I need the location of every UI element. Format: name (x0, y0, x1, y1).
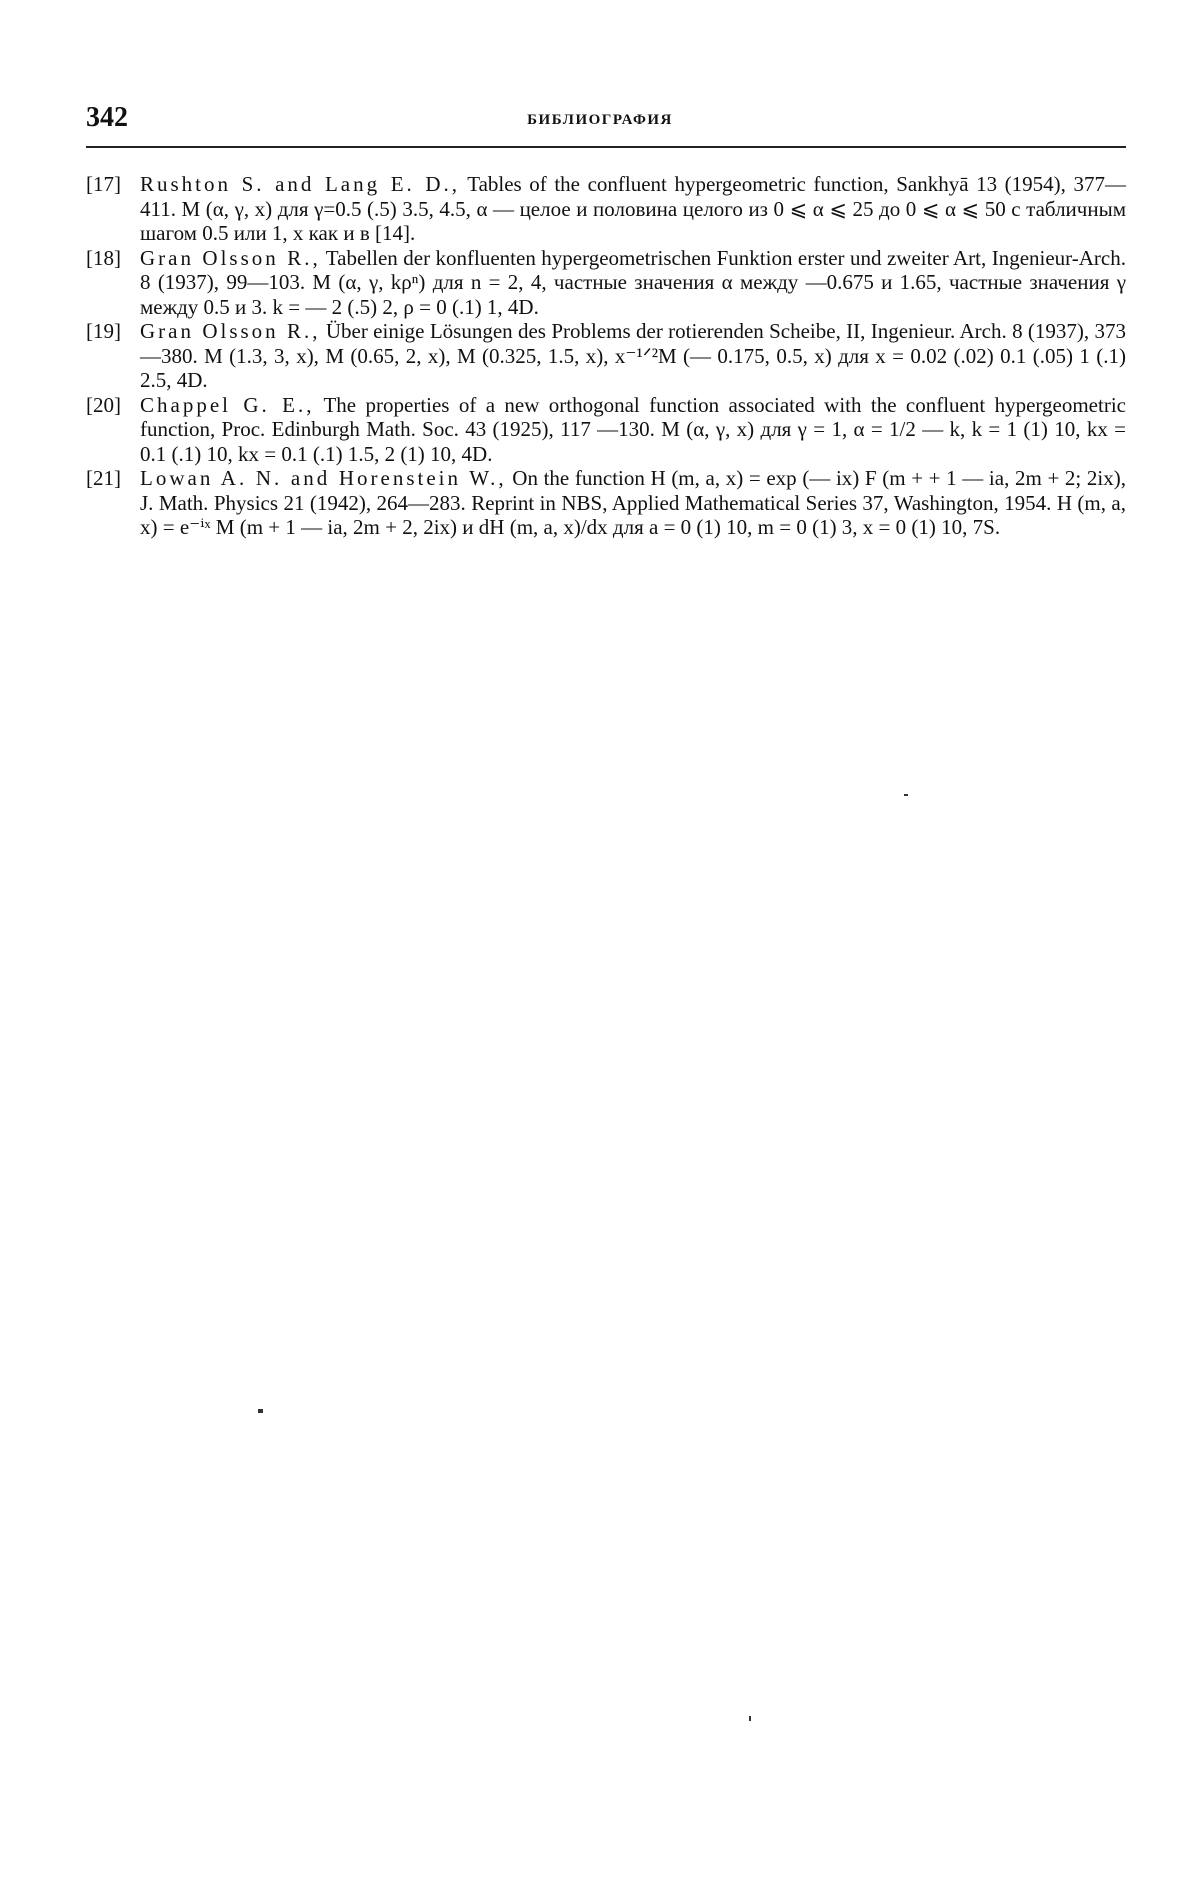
reference-text (140, 466, 1126, 540)
running-head: БИБЛИОГРАФИЯ (527, 112, 673, 128)
reference-number: [20] (86, 392, 121, 417)
scan-speck (904, 794, 908, 796)
reference-item (86, 172, 1126, 246)
reference-author: Gran Olsson R., (140, 319, 321, 343)
reference-text (140, 172, 1126, 246)
reference-body: Tables of the confluent hypergeometric function, Sankhyā 13 (1954), 377—411. M (α, γ, x) для γ=0.5 (.5) 3.5, 4.5, α — целое и половина целого из 0 ⩽ α ⩽ 25 до 0 ⩽ α ⩽ 50 с табличным шагом 0.5 или 1, x как и в [14]. (140, 172, 1126, 245)
reference-body: Tabellen der konfluenten hypergeometrischen Funktion erster und zweiter Art, Ingenieur-Arch. 8 (1937), 99—103. M (α, γ, kρⁿ) для n = 2, 4, частные значения α между —0.675 и 1.65, частные значения γ между 0.5 и 3. k = — 2 (.5) 2, ρ = 0 (.1) 1, 4D. (140, 245, 1126, 319)
reference-item (86, 319, 1126, 393)
reference-list (86, 172, 1126, 540)
reference-body: Über einige Lösungen des Problems der rotierenden Scheibe, II, Ingenieur. Arch. 8 (1937), 373—380. M (1.3, 3, x), M (0.65, 2, x), M (0.325, 1.5, x), x⁻¹ᐟ²M (— 0.175, 0.5, x) для x = 0.02 (.02) 0.1 (.05) 1 (.1) 2.5, 4D. (140, 319, 1126, 392)
reference-item (86, 466, 1126, 540)
reference-text (140, 393, 1126, 467)
reference-text (140, 319, 1126, 393)
reference-number: [19] (86, 319, 121, 343)
reference-author: Rushton S. and Lang E. D., (140, 172, 461, 196)
reference-body: The properties of a new orthogonal function associated with the confluent hypergeometric function, Proc. Edinburgh Math. Soc. 43 (1925), 117 —130. M (α, γ, x) для γ = 1, α = 1/2 — k, k = 1 (1) 10, kx = 0.1 (.1) 10, kx = 0.1 (.1) 1.5, 2 (1) 10, 4D. (140, 392, 1126, 466)
reference-author: Gran Olsson R., (140, 245, 321, 270)
reference-number: [17] (86, 172, 121, 196)
reference-number: [18] (86, 245, 121, 270)
reference-item (86, 393, 1126, 467)
reference-text (140, 246, 1126, 320)
scan-speck (258, 1409, 263, 1413)
reference-body: On the function H (m, a, x) = exp (— ix) F (m + + 1 — ia, 2m + 2; 2ix), J. Math. Physics 21 (1942), 264—283. Reprint in NBS, Applied Mathematical Series 37, Washington, 1954. H (m, a, x) = e⁻ⁱˣ M (m + 1 — ia, 2m + 2, 2ix) и dH (m, a, x)/dx для a = 0 (1) 10, m = 0 (1) 3, x = 0 (1) 10, 7S. (140, 466, 1126, 539)
page-number: 342 (86, 102, 128, 133)
reference-item (86, 246, 1126, 320)
reference-author: Lowan A. N. and Horenstein W., (140, 466, 507, 490)
reference-author: Chappel G. E., (140, 392, 315, 417)
header-rule (86, 146, 1126, 148)
scan-speck (749, 1716, 751, 1721)
reference-number: [21] (86, 466, 121, 490)
